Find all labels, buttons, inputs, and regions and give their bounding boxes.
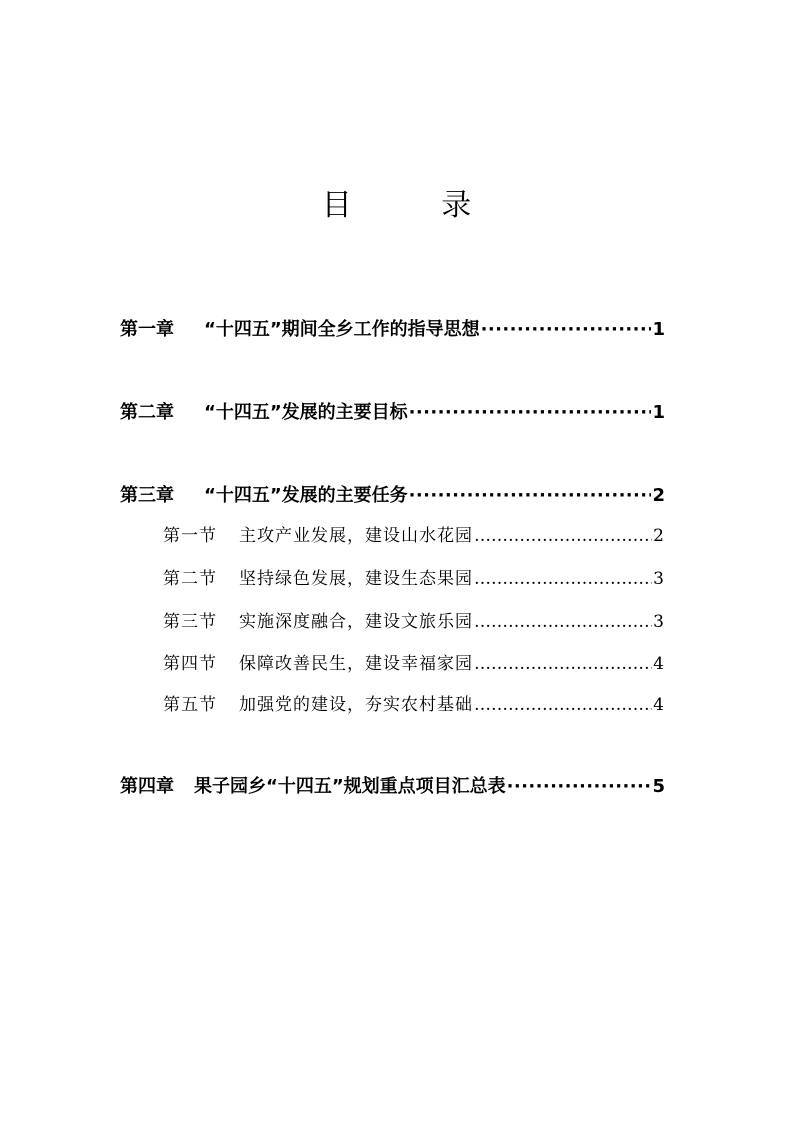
section-title: 保障改善民生，建设幸福家园: [239, 654, 473, 674]
dot-leader: [481, 319, 652, 340]
page-number: 2: [653, 526, 665, 546]
section-number: 第三节: [163, 612, 217, 632]
page-title: 目 录: [321, 188, 512, 223]
chapter-number: 第一章: [120, 319, 174, 340]
section-number: 第四节: [163, 654, 217, 674]
chapter-number: 第四章: [120, 776, 174, 797]
chapter-title: “十四五”发展的主要任务: [204, 485, 408, 506]
section-number: 第二节: [163, 569, 217, 589]
page-number: 4: [653, 654, 665, 674]
dot-leader: [474, 612, 652, 632]
dot-leader: [474, 654, 652, 674]
toc-section-4[interactable]: [163, 649, 665, 674]
dot-leader: [409, 485, 652, 506]
toc-chapter-3[interactable]: [120, 481, 665, 507]
dot-leader: [409, 402, 652, 423]
page-number: 1: [652, 402, 665, 423]
chapter-title: “十四五”期间全乡工作的指导思想: [204, 319, 480, 340]
page-number: 1: [652, 319, 665, 340]
section-title: 实施深度融合，建设文旅乐园: [239, 612, 473, 632]
toc-section-3[interactable]: [163, 607, 665, 632]
section-title: 坚持绿色发展，建设生态果园: [239, 569, 473, 589]
section-number: 第五节: [163, 695, 217, 715]
dot-leader: [474, 695, 652, 715]
dot-leader: [507, 776, 652, 797]
page-number: 5: [652, 776, 665, 797]
page-number: 3: [653, 612, 665, 632]
page-number: 4: [653, 695, 665, 715]
chapter-title: 果子园乡“十四五”规划重点项目汇总表: [194, 776, 506, 797]
toc-chapter-4[interactable]: [120, 772, 665, 798]
dot-leader: [474, 569, 652, 589]
toc-chapter-2[interactable]: [120, 398, 665, 424]
toc-section-2[interactable]: [163, 564, 665, 589]
dot-leader: [474, 526, 652, 546]
section-number: 第一节: [163, 526, 217, 546]
chapter-number: 第二章: [120, 402, 174, 423]
chapter-number: 第三章: [120, 485, 174, 506]
toc-section-1[interactable]: [163, 521, 665, 546]
page-number: 2: [652, 485, 665, 506]
page-number: 3: [653, 569, 665, 589]
section-title: 主攻产业发展，建设山水花园: [239, 526, 473, 546]
chapter-title: “十四五”发展的主要目标: [204, 402, 408, 423]
toc-chapter-1[interactable]: [120, 315, 665, 341]
toc-section-5[interactable]: [163, 690, 665, 715]
section-title: 加强党的建设，夯实农村基础: [239, 695, 473, 715]
